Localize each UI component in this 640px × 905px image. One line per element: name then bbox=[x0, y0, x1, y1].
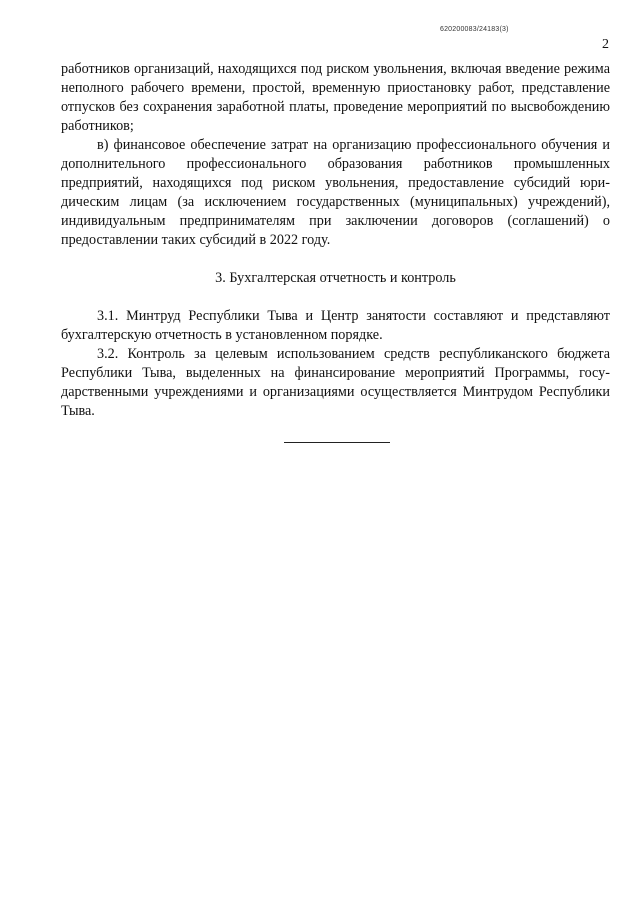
page-number: 2 bbox=[602, 37, 609, 52]
paragraph-3-2: 3.2. Контроль за целевым использованием средств республиканского бюджета Республики Тыва, выделенных на финансирование мероприятий Программы, государственными учреждениями и организациями осуществляется Минтрудом Республики Тыва. bbox=[61, 346, 610, 419]
section-heading: 3. Бухгалтерская отчетность и контроль bbox=[215, 270, 456, 286]
paragraph-item-v: в) финансовое обеспечение затрат на организацию профессионального обучения и дополнительного профессионального образования работников промышленных предприятий, находящихся под риском увольнения, предоставление субсидий юридическим лицам (за исключением государственных (муниципальных) учреждений), индивидуальным предпринимателям при заключении договоров (соглашений) о предоставлении таких субсидий в 2022 году. bbox=[61, 137, 610, 248]
end-separator-line bbox=[284, 442, 390, 443]
paragraph-3-1: 3.1. Минтруд Республики Тыва и Центр занятости составляют и представляют бухгалтерскую отчетность в установленном порядке. bbox=[61, 308, 610, 343]
document-body bbox=[61, 60, 610, 421]
document-code: 620200083/24183(3) bbox=[440, 26, 509, 33]
paragraph-continuation: работников организаций, находящихся под риском увольнения, включая введение режима неполного рабочего времени, простой, временную приостановку работ, представление отпусков без сохранения заработной платы, проведение мероприятий по высвобождению работников; bbox=[61, 61, 610, 134]
